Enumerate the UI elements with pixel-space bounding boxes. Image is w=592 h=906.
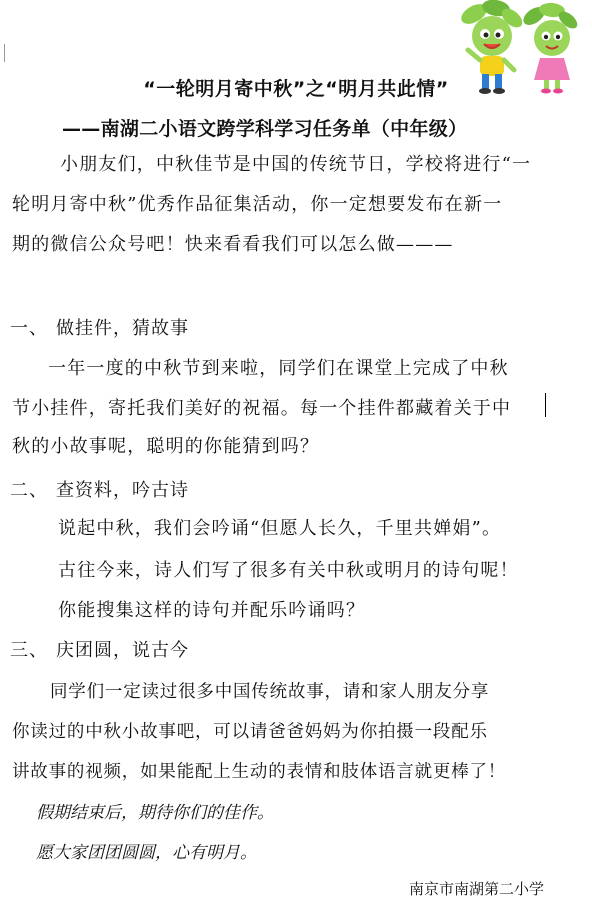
intro-line: 小朋友们，中秋佳节是中国的传统节日，学校将进行“一 [60, 154, 532, 175]
closing-line-1: 假期结束后，期待你们的佳作。 [36, 803, 274, 823]
page-corner-mark [4, 44, 11, 62]
intro-line: 期的微信公众号吧！快来看看我们可以怎么做——— [12, 234, 454, 255]
body-line: 古往今来，诗人们写了很多有关中秋或明月的诗句呢！ [58, 560, 519, 581]
intro-line: 轮明月寄中秋”优秀作品征集活动，你一定想要发布在新一 [12, 194, 503, 215]
section-heading-1 [10, 314, 189, 340]
body-line: 同学们一定读过很多中国传统故事，请和家人朋友分享 [50, 682, 490, 702]
document-subtitle: ——南湖二小语文跨学科学习任务单（中年级） [62, 118, 468, 140]
body-line: 节小挂件，寄托我们美好的祝福。每一个挂件都藏着关于中 [12, 398, 512, 419]
document-title: “一轮明月寄中秋”之“明月共此情” [143, 78, 449, 100]
text-cursor [545, 393, 546, 417]
body-line: 讲故事的视频，如果能配上生动的表情和肢体语言就更棒了！ [12, 762, 507, 782]
body-line: 你能搜集这样的诗句并配乐吟诵吗？ [58, 600, 366, 621]
section-number: 二、 [10, 480, 48, 501]
section-heading-text: 查资料，吟古诗 [56, 480, 189, 501]
section-heading-3 [10, 636, 189, 662]
body-line: 说起中秋，我们会吟诵“但愿人长久，千里共婵娟”。 [58, 518, 502, 539]
section-number: 一、 [10, 318, 48, 339]
section-heading-text: 庆团圆，说古今 [56, 640, 189, 661]
section-number: 三、 [10, 640, 48, 661]
body-line: 你读过的中秋小故事吧，可以请爸爸妈妈为你拍摄一段配乐 [12, 722, 488, 742]
school-signature: 南京市南湖第二小学 [408, 880, 544, 898]
body-line: 一年一度的中秋节到来啦，同学们在课堂上完成了中秋 [48, 358, 509, 379]
section-heading-2 [10, 476, 189, 502]
closing-line-2: 愿大家团团圆圆，心有明月。 [36, 843, 257, 863]
section-heading-text: 做挂件，猜故事 [56, 318, 189, 339]
body-line: 秋的小故事呢，聪明的你能猜到吗？ [12, 436, 320, 457]
